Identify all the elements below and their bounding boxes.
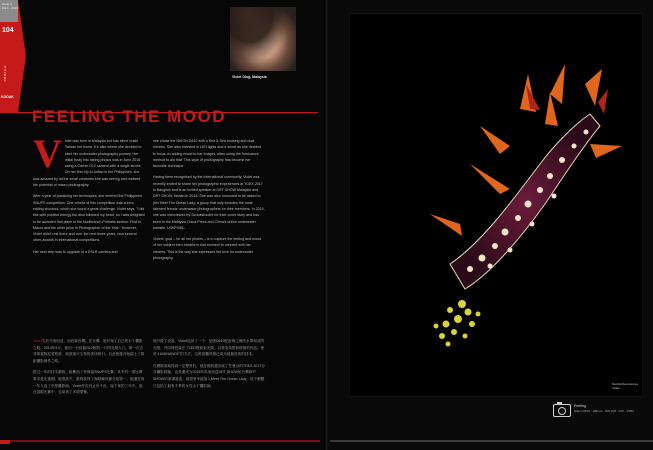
- vertical-section-label: PROFILE: [3, 65, 7, 82]
- section-label: KODAK: [1, 95, 14, 99]
- paragraph: Violets' goal – for all her photos – is to capture the feeling and mood of her subject then transform that moment to connect with her viewers. This is the way she expresses her love for underwater photography.: [153, 237, 262, 261]
- photo-metadata: [553, 403, 649, 421]
- drop-cap: V: [33, 131, 62, 176]
- photographer-portrait: [230, 7, 296, 71]
- chinese-paragraph: 經过一年的技术磨练，她參加了菲律賓SNUPS比賽。其中的一項比賽要求是无後期，她很高兴，最终获得了海蛞蝓肖像分組第一。她還在同一年入选了年度攝影师。Violet并沒有止步于此，接下來的三年中，她在国際比賽中，也拿到了多項榮譽。: [33, 370, 145, 395]
- chinese-paragraph: [33, 338, 145, 364]
- paragraph: [33, 131, 145, 188]
- folio-tab-arrow: [18, 0, 26, 112]
- nudibranch-photo: [349, 13, 643, 397]
- photo-meta-title: Feeling: [574, 404, 586, 408]
- chinese-paragraph: 在國際領域得到一定聲誉后，她近期获邀出席了在曼谷的TDEX 2017分享攝影經驗，也受邀成为2018年馬來西亞DRT SHOW和台灣DRT SHOW的演講嘉賓。她很荣幸能加入Meet The Ocean Lady，這个團體只包括了最有才華的女性水下攝影師。: [153, 363, 266, 388]
- paragraph: After a year of practicing her techniques, she entered the Philippines SNUPS competition. One criteria of this competition was a zero editing shootout, which she found a great challenge. Violet says: "I did this with positive energy but also followed my heart, so I was delighted to be awarded first place in the Nudibranch Portraits section. First in Macro and the other prize in Photographer of the Year." However, Violet didn't rest there and over the next three years, won several other awards in international competitions.: [33, 194, 145, 243]
- portrait-caption: Violet Ding, Malaysia: [232, 75, 267, 79]
- page-number: 104: [2, 27, 14, 34]
- highlighted-name: Violet: [33, 339, 42, 343]
- bottom-rule-right: [330, 440, 653, 442]
- photo-corner-credit: Nembrotha purpurea, Anilao: [612, 382, 639, 390]
- portrait-hair-shape: [230, 7, 296, 71]
- photo-meta-details: Nikon D810 · 105mm · ISO 200 · f/29 · 1/250: [574, 409, 634, 413]
- paragraph: Her next step was to upgrade to a DSLR camera and: [33, 249, 118, 254]
- nudibranch-illustration: [350, 14, 642, 396]
- chinese-column-1: [33, 338, 145, 401]
- chinese-column-2: [153, 338, 265, 394]
- issue-label: Issue 4 · Vol 1 · 2018: [2, 2, 19, 10]
- paragraph: Having been recognised by the international community, Violet was recently invited to share her photographic experiences at TDEX 2017 in Bangkok and is an invited speaker at DRT SHOW Malaysia and DRT SHOW Taiwan in 2018. She was also honoured to be asked to join Meet The Ocean Lady, a group that only includes the most talented female underwater photographers on their members. In 2015, she was interviewed by Scubashooter for their cover story and has been in the Malaysia China Press and China's online underwater website, U/WPIXEL.: [153, 175, 265, 230]
- bottom-red-marker: [0, 440, 10, 444]
- article-headline: FEELING THE MOOD: [32, 107, 226, 126]
- paragraph: she chose the NIKON D810 with a Sea & Sea housing and dual strobes. She also invested in LED lights and a snoot as she decided to focus on adding mood to her images, often using the 'luminance' method to aid that. This style of photography has become her favourite technique.: [153, 139, 262, 169]
- chinese-paragraph: 她升級了设备，Violet选择了一个：尼康D810配备海之海防水罩和双閃光燈，并同時投資在了LED燈和束光筒，以营造氛围和情绪的作品。使用“LUMINANCE”的方法，这种拍攝风格已成为她最喜欢的技术。: [153, 339, 265, 357]
- article-column-2: [153, 138, 265, 266]
- chinese-text: 生於马來西亞，而后嫁台灣。在台灣，她开始了自己的水下攝影之路。2014年6月，她用一台佳能G12相机一只閃光燈入门。第一次去菲律賓阿尼勞旅游，就被那片生物的美所吸引。自此她便开始踏上了微距攝影創作之路。: [33, 339, 145, 363]
- camera-icon: [553, 404, 571, 417]
- bottom-rule-left: [0, 440, 320, 442]
- paragraph-text: iolet was born in Malaysia but has since made Taiwan her home. It's also where she decided to start her underwater photography journey. Her initial foray into taking photos was in June 2016 using a Canon G12 camera with a single strobe. On her first trip to Anilao in the Philippines, she was amazed by all the small creatures she was seeing and realised the potential of macro photography.: [33, 139, 142, 188]
- left-page: [0, 0, 326, 450]
- article-column-1: [33, 131, 145, 260]
